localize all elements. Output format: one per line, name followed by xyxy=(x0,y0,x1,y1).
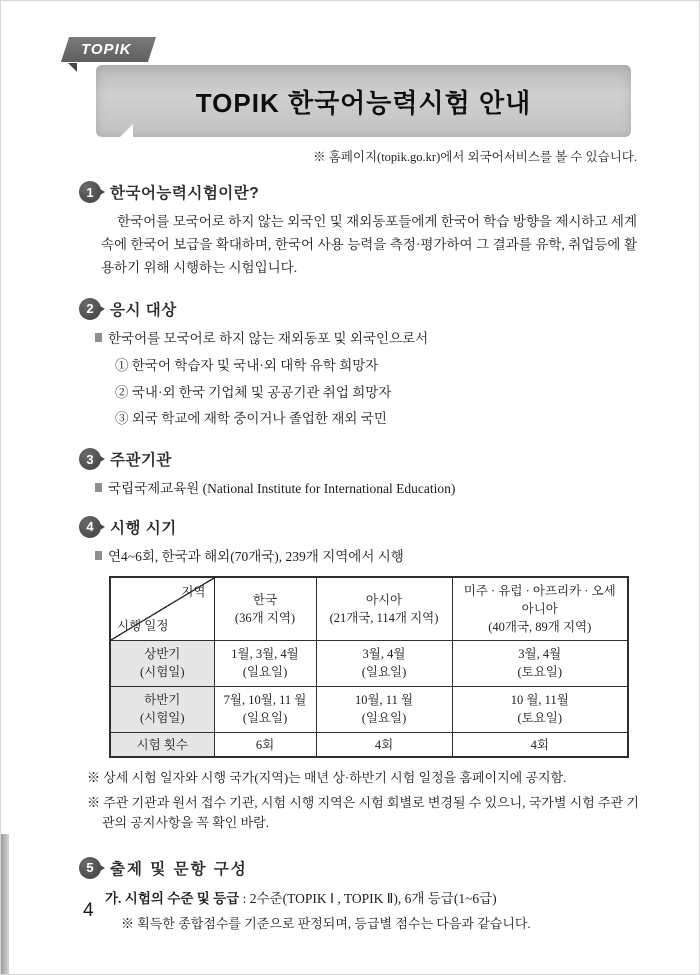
topik-ribbon-shape xyxy=(61,37,156,62)
table-row xyxy=(110,640,628,686)
column-header-line: (21개국, 114개 지역) xyxy=(329,610,439,625)
column-header xyxy=(214,577,316,641)
corner-label-schedule: 시행 일정 xyxy=(117,618,169,633)
cell-line: (토요일) xyxy=(517,665,563,680)
page-edge-shadow xyxy=(1,834,9,974)
table-cell xyxy=(316,640,452,686)
cell-line: 10월, 11 월 xyxy=(354,693,414,708)
column-header xyxy=(316,577,452,641)
cell-line: 10 월, 11월 xyxy=(510,693,569,708)
lead-text: 한국어를 모국어로 하지 않는 재외동포 및 외국인으로서 xyxy=(108,330,429,346)
table-note: ※ 주관 기관과 원서 접수 기관, 시험 시행 지역은 시험 회별로 변경될 수 있으니, 국가별 시험 주관 기관의 공지사항을 꼭 확인 바람. xyxy=(87,794,639,830)
column-header xyxy=(452,577,628,641)
table-cell xyxy=(214,640,316,686)
cell-line: (일요일) xyxy=(242,665,288,680)
section-title: 시행 시기 xyxy=(110,519,177,537)
page-number: 4 xyxy=(83,900,94,921)
row-label-cell xyxy=(110,640,214,686)
cell-line: (일요일) xyxy=(361,665,407,680)
table-cell xyxy=(214,686,316,732)
ga-label: 가. 시험의 수준 및 등급 xyxy=(105,890,240,906)
cell-line: 7월, 10월, 11 월 xyxy=(223,693,307,708)
page-title: TOPIK 한국어능력시험 안내 xyxy=(195,87,532,118)
section-5-note: ※ 획득한 종합점수를 기준으로 판정되며, 등급별 점수는 다음과 같습니다. xyxy=(121,915,531,931)
section-4-heading xyxy=(79,516,639,538)
section-number-badge: 5 xyxy=(79,857,101,879)
page-content xyxy=(85,147,639,932)
table-cell xyxy=(316,686,452,732)
square-bullet-icon xyxy=(95,333,102,342)
list-item: ② 국내·외 한국 기업체 및 공공기관 취업 희망자 xyxy=(115,384,392,400)
cell-line: (일요일) xyxy=(361,711,407,726)
table-row xyxy=(110,686,628,732)
section-number-badge: 1 xyxy=(79,181,101,203)
section-1-heading xyxy=(79,181,639,203)
section-1-body: 한국어를 모국어로 하지 않는 외국인 및 재외동포들에게 한국어 학습 방향을 제시하고 세계 속에 한국어 보급을 확대하며, 한국어 사용 능력을 측정·평가하여 그 결과를 유학, 취업등에 활용하기 위해 시행하는 시험입니다. xyxy=(101,214,637,275)
lead-text: 연4~6회, 한국과 해외(70개국), 239개 지역에서 시행 xyxy=(108,548,404,564)
table-cell xyxy=(452,640,628,686)
section-number-badge: 3 xyxy=(79,448,101,470)
page-title-banner xyxy=(96,65,631,137)
row-label-line: 하반기 xyxy=(144,693,181,708)
section-3-lead xyxy=(95,478,639,500)
table-note: ※ 상세 시험 일자와 시행 국가(지역)는 매년 상·하반기 시험 일정을 홈페이지에 공지함. xyxy=(87,770,567,786)
column-header-line: 한국 xyxy=(252,592,278,607)
cell-line: (토요일) xyxy=(517,711,563,726)
section-5-heading xyxy=(79,857,639,879)
table-row xyxy=(110,732,628,757)
table-corner-cell xyxy=(110,577,214,641)
topik-ribbon xyxy=(65,37,152,62)
ga-rest: : 2수준(TOPIK Ⅰ , TOPIK Ⅱ), 6개 등급(1~6급) xyxy=(239,890,497,906)
section-4-lead xyxy=(95,546,639,568)
section-title: 주관기관 xyxy=(110,452,172,470)
section-title: 출제 및 문항 구성 xyxy=(110,860,248,878)
cell-line: 3월, 4월 xyxy=(362,647,406,662)
column-header-line: 아시아 xyxy=(365,592,403,607)
topik-ribbon-label: TOPIK xyxy=(81,41,132,58)
section-2-items xyxy=(115,353,639,432)
column-header-line: (36개 지역) xyxy=(234,610,296,625)
square-bullet-icon xyxy=(95,551,102,560)
column-header-line: (40개국, 89개 지역) xyxy=(488,619,592,634)
list-item: ③ 외국 학교에 재학 중이거나 졸업한 재외 국민 xyxy=(115,411,387,427)
section-number-badge: 2 xyxy=(79,298,101,320)
table-cell: 4회 xyxy=(316,732,452,757)
row-label-cell xyxy=(110,686,214,732)
section-number-badge: 4 xyxy=(79,516,101,538)
cell-line: (일요일) xyxy=(242,711,288,726)
corner-label-region: 지역 xyxy=(181,584,206,599)
section-title: 응시 대상 xyxy=(110,301,177,319)
table-cell xyxy=(452,686,628,732)
cell-line: 1월, 3월, 4월 xyxy=(231,647,299,662)
row-label-line: 상반기 xyxy=(144,647,181,662)
column-header-line: 미주 · 유럽 · 아프리카 · 오세아니아 xyxy=(463,583,616,616)
section-3-heading xyxy=(79,448,639,470)
lead-text: 국립국제교육원 (National Institute for International Education) xyxy=(108,481,456,497)
exam-schedule-table xyxy=(109,576,629,759)
section-5-line xyxy=(105,887,639,907)
row-label-line: (시험일) xyxy=(139,665,185,680)
homepage-note: ※ 홈페이지(topik.go.kr)에서 외국어서비스를 볼 수 있습니다. xyxy=(313,150,637,164)
section-2-lead xyxy=(95,328,639,350)
row-label-cell: 시험 횟수 xyxy=(110,732,214,757)
table-header-row xyxy=(110,577,628,641)
square-bullet-icon xyxy=(95,483,102,492)
section-2-heading xyxy=(79,298,639,320)
ribbon-fold-icon xyxy=(68,63,77,72)
table-cell: 6회 xyxy=(214,732,316,757)
list-item: ① 한국어 학습자 및 국내·외 대학 유학 희망자 xyxy=(115,358,379,374)
cell-line: 3월, 4월 xyxy=(518,647,562,662)
row-label-line: (시험일) xyxy=(139,711,185,726)
table-cell: 4회 xyxy=(452,732,628,757)
section-title: 한국어능력시험이란? xyxy=(110,185,260,202)
